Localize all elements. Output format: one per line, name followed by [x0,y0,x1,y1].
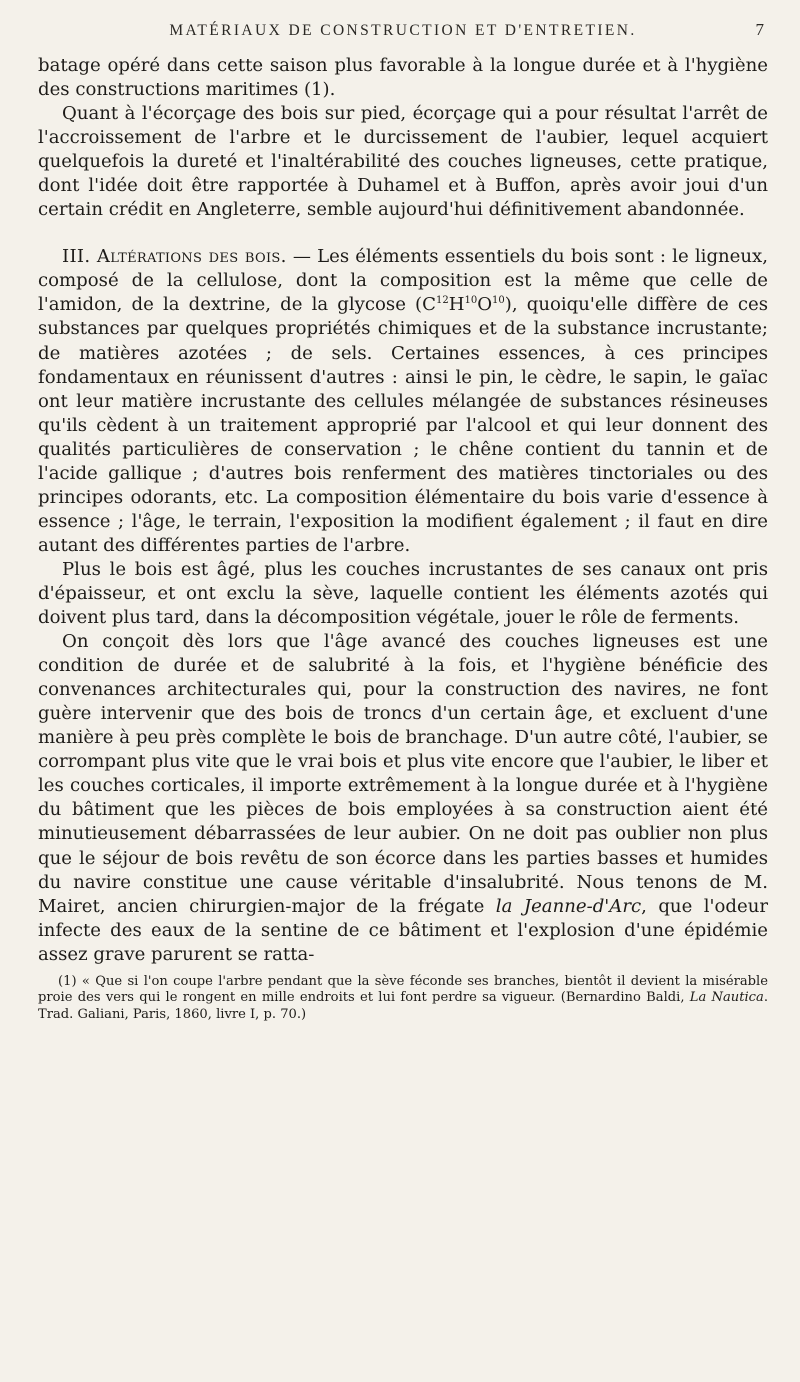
running-head [38,20,768,54]
paragraph-1: batage opéré dans cette saison plus favorable à la longue durée et à l'hygiène des constructions maritimes (1). [38,55,768,101]
paragraph-5-part-a: On conçoit dès lors que l'âge avancé des couches ligneuses est une condition de durée et de salubrité à la fois, et l'hygiène bénéficie des convenances architecturales qui, pour la construction des navires, ne font guère intervenir que des bois de troncs d'un certain âge, et excluent d'une manière à peu près complète le bois de branchage. D'un autre côté, l'aubier, se corrompant plus vite que le vrai bois et plus vite encore que l'aubier, le liber et les couches corticales, il importe extrêmement à la longue durée et à l'hygiène du bâtiment que les pièces de bois employées à sa construction aient été minutieusement débarrassées de leur aubier. On ne doit pas oublier non plus que le séjour de bois revêtu de son écorce dans les parties basses et humides du navire constitue une cause véritable d'insalubrité. Nous tenons de M. Mairet, ancien chirurgien-major de la frégate [38,631,768,917]
paragraph-3-part-b: H [448,294,465,316]
footnote-book-title: La Nautica [689,990,764,1006]
footnote-1 [38,974,768,1023]
formula-subscript-carbon: 12 [435,295,449,307]
book-page [38,20,768,1023]
paragraph-3-part-a: — Les éléments essentiels du bois sont : le ligneux, composé de la cellulose, dont la composition est la même que celle de l'amidon, de la dextrine, de la glycose (C [38,246,768,316]
paragraph-3-part-d: ), quoiqu'elle diffère de ces substances par quelques propriétés chimiques et de la substance incrustante; de matières azotées ; de sels. Certaines essences, à ces principes fondamentaux en réunissent d'autres : ainsi le pin, le cèdre, le sapin, le gaïac ont leur matière incrustante des cellules mélangée de substances résineuses qu'ils cèdent à un traitement approprié par l'alcool et qui leur donnent des qualités particulières de conservation ; le chêne contient du tannin et de l'acide gallique ; d'autres bois renferment des matières tinctoriales ou des principes odorants, etc. La composition élémentaire du bois varie d'essence à essence ; l'âge, le terrain, l'exposition la modifient également ; il faut en dire autant des différentes parties de l'arbre. [38,294,768,556]
page-number: 7 [755,20,764,39]
paragraph-3 [38,245,768,558]
paragraph-2: Quant à l'écorçage des bois sur pied, écorçage qui a pour résultat l'arrêt de l'accroissement de l'arbre et le durcissement de l'aubier, lequel acquiert quelquefois la dureté et l'inaltérabilité des couches ligneuses, cette pratique, dont l'idée doit être rapportée à Duhamel et à Buffon, après avoir joui d'un certain crédit en Angleterre, semble aujourd'hui définitivement abandonnée. [38,103,768,221]
footnote-1-part-a: (1) « Que si l'on coupe l'arbre pendant que la sève féconde ses branches, bientôt il devient la misérable proie des vers qui le rongent en mille endroits et lui font perdre sa vigueur. (Bernardino Baldi, [38,973,768,1006]
section-heading: III. Altérations des bois. [62,246,287,268]
formula-subscript-hydrogen: 10 [464,295,478,307]
ship-name: la Jeanne-d'Arc [495,895,642,917]
paragraph-5-part-b: , que l'odeur infecte des eaux de la sentine de ce bâtiment et l'explosion d'une épidémie assez grave parurent se ratta- [38,895,769,965]
paragraph-3-part-c: O [477,294,493,316]
footnote-1-part-b: . Trad. Galiani, Paris, 1860, livre I, p. 70.) [38,990,768,1022]
paragraph-5 [38,630,768,967]
running-title: MATÉRIAUX DE CONSTRUCTION ET D'ENTRETIEN. [169,22,637,39]
body-text [38,54,768,967]
paragraph-4: Plus le bois est âgé, plus les couches incrustantes de ses canaux ont pris d'épaisseur, et ont exclu la sève, laquelle contient les éléments azotés qui doivent plus tard, dans la décomposition végétale, jouer le rôle de ferments. [38,558,768,629]
footnotes [38,974,768,1023]
formula-subscript-oxygen: 10 [492,295,505,307]
